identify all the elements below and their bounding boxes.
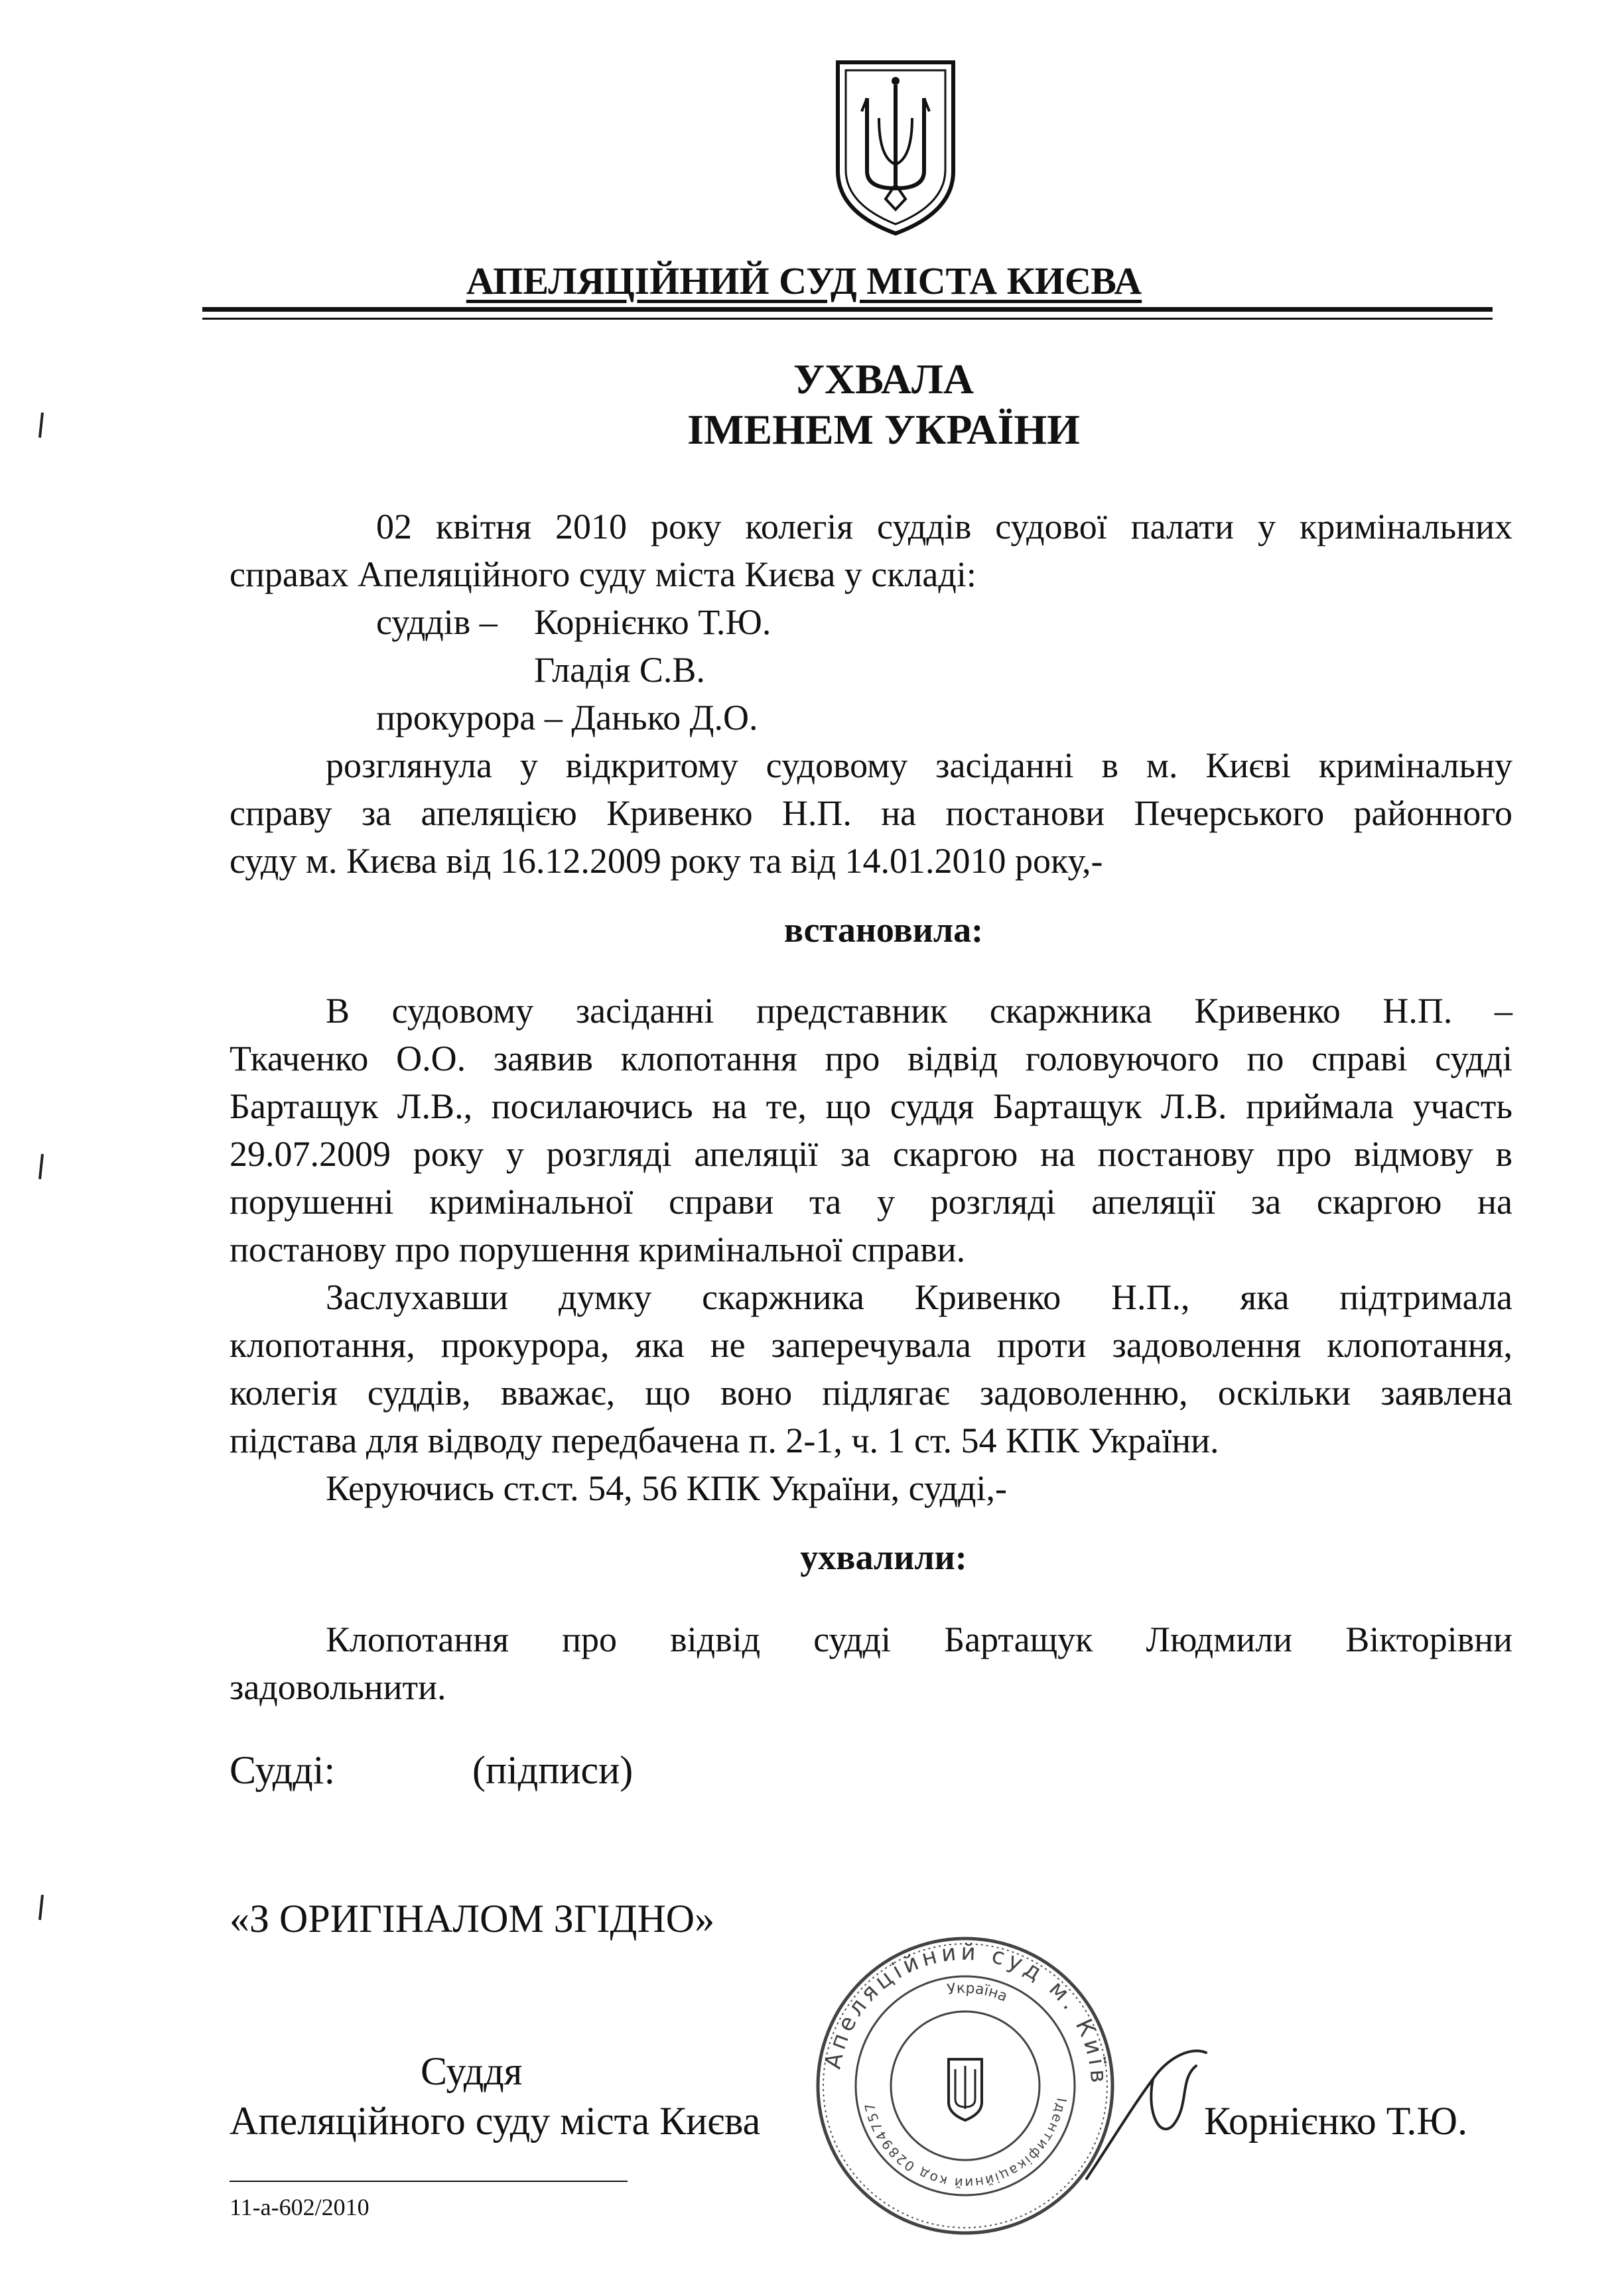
judges-label: суддів – xyxy=(376,602,498,642)
paragraph-line: постанову про порушення кримінальної справи. xyxy=(230,1230,966,1269)
signatures-note: (підписи) xyxy=(472,1748,634,1792)
margin-mark xyxy=(38,1895,44,1920)
intro-line: справах Апеляційного суду міста Києва у складі: xyxy=(230,554,976,594)
court-name: АПЕЛЯЦІЙНИЙ СУД МІСТА КИЄВА xyxy=(466,259,1142,302)
document-subtitle: ІМЕНЕМ УКРАЇНИ xyxy=(687,406,1080,453)
header-rule-thick xyxy=(202,307,1493,312)
paragraph-line: клопотання, прокурора, яка не заперечувала проти задоволення клопотання, xyxy=(230,1325,1512,1365)
judge-name: Корнієнко Т.Ю. xyxy=(534,602,771,642)
paragraph-line: колегія суддів, вважає, що воно підлягає задоволенню, оскільки заявлена xyxy=(230,1373,1512,1413)
court-seal xyxy=(813,1933,1118,2238)
certified-copy-stamp-text: «З ОРИГІНАЛОМ ЗГІДНО» xyxy=(230,1897,715,1941)
svg-text:Ідентифікаційний код 02894757: Ідентифікаційний код 02894757 xyxy=(861,2096,1070,2192)
prosecutor-line: прокурора – Данько Д.О. xyxy=(376,698,758,737)
margin-mark xyxy=(38,413,44,438)
footer-rule xyxy=(230,2181,628,2182)
svg-text:Апеляційний суд м. Київ: Апеляційний суд м. Київ xyxy=(819,1939,1112,2088)
header-rule-thin xyxy=(202,318,1493,320)
judge-name-signature: Корнієнко Т.Ю. xyxy=(1204,2099,1468,2143)
paragraph-line: підстава для відводу передбачена п. 2-1, ч. 1 ст. 54 КПК України. xyxy=(230,1421,1219,1460)
section-heading-established: встановила: xyxy=(783,910,984,950)
intro-line: 02 квітня 2010 року колегія суддів судової палати у кримінальних xyxy=(376,507,1512,546)
decision-line: задовольнити. xyxy=(230,1667,446,1707)
svg-text:Україна: Україна xyxy=(946,1980,1010,2006)
intro-line: суду м. Києва від 16.12.2009 року та від 14.01.2010 року,- xyxy=(230,841,1103,881)
paragraph-line: Керуючись ст.ст. 54, 56 КПК України, судді,- xyxy=(326,1468,1007,1508)
paragraph-line: порушенні кримінальної справи та у розгляді апеляції за скаргою на xyxy=(230,1182,1512,1222)
intro-line: розглянула у відкритому судовому засіданні в м. Києві кримінальну xyxy=(326,745,1512,785)
margin-mark xyxy=(38,1154,44,1179)
document-type: УХВАЛА xyxy=(793,355,974,403)
judge-title: Суддя xyxy=(421,2049,523,2093)
paragraph-line: 29.07.2009 року у розгляді апеляції за скаргою на постанову про відмову в xyxy=(230,1134,1512,1174)
judge-name: Гладія С.В. xyxy=(534,650,705,690)
coat-of-arms-icon xyxy=(833,58,959,237)
paragraph-line: Заслухавши думку скаржника Кривенко Н.П., яка підтримала xyxy=(326,1277,1512,1317)
intro-line: справу за апеляцією Кривенко Н.П. на постанови Печерського районного xyxy=(230,793,1512,833)
section-heading-decided: ухвалили: xyxy=(800,1537,967,1577)
handwritten-signature xyxy=(1073,2039,1219,2192)
paragraph-line: В судовому засіданні представник скаржника Кривенко Н.П. – xyxy=(326,991,1512,1031)
court-of-judge: Апеляційного суду міста Києва xyxy=(230,2099,761,2143)
decision-line: Клопотання про відвід судді Бартащук Людмили Вікторівни xyxy=(326,1620,1512,1659)
document-number: 11-а-602/2010 xyxy=(230,2194,369,2220)
paragraph-line: Ткаченко О.О. заявив клопотання про відвід головуючого по справі судді xyxy=(230,1039,1512,1078)
paragraph-line: Бартащук Л.В., посилаючись на те, що суддя Бартащук Л.В. приймала участь xyxy=(230,1086,1512,1126)
judges-signature-label: Судді: xyxy=(230,1748,336,1792)
